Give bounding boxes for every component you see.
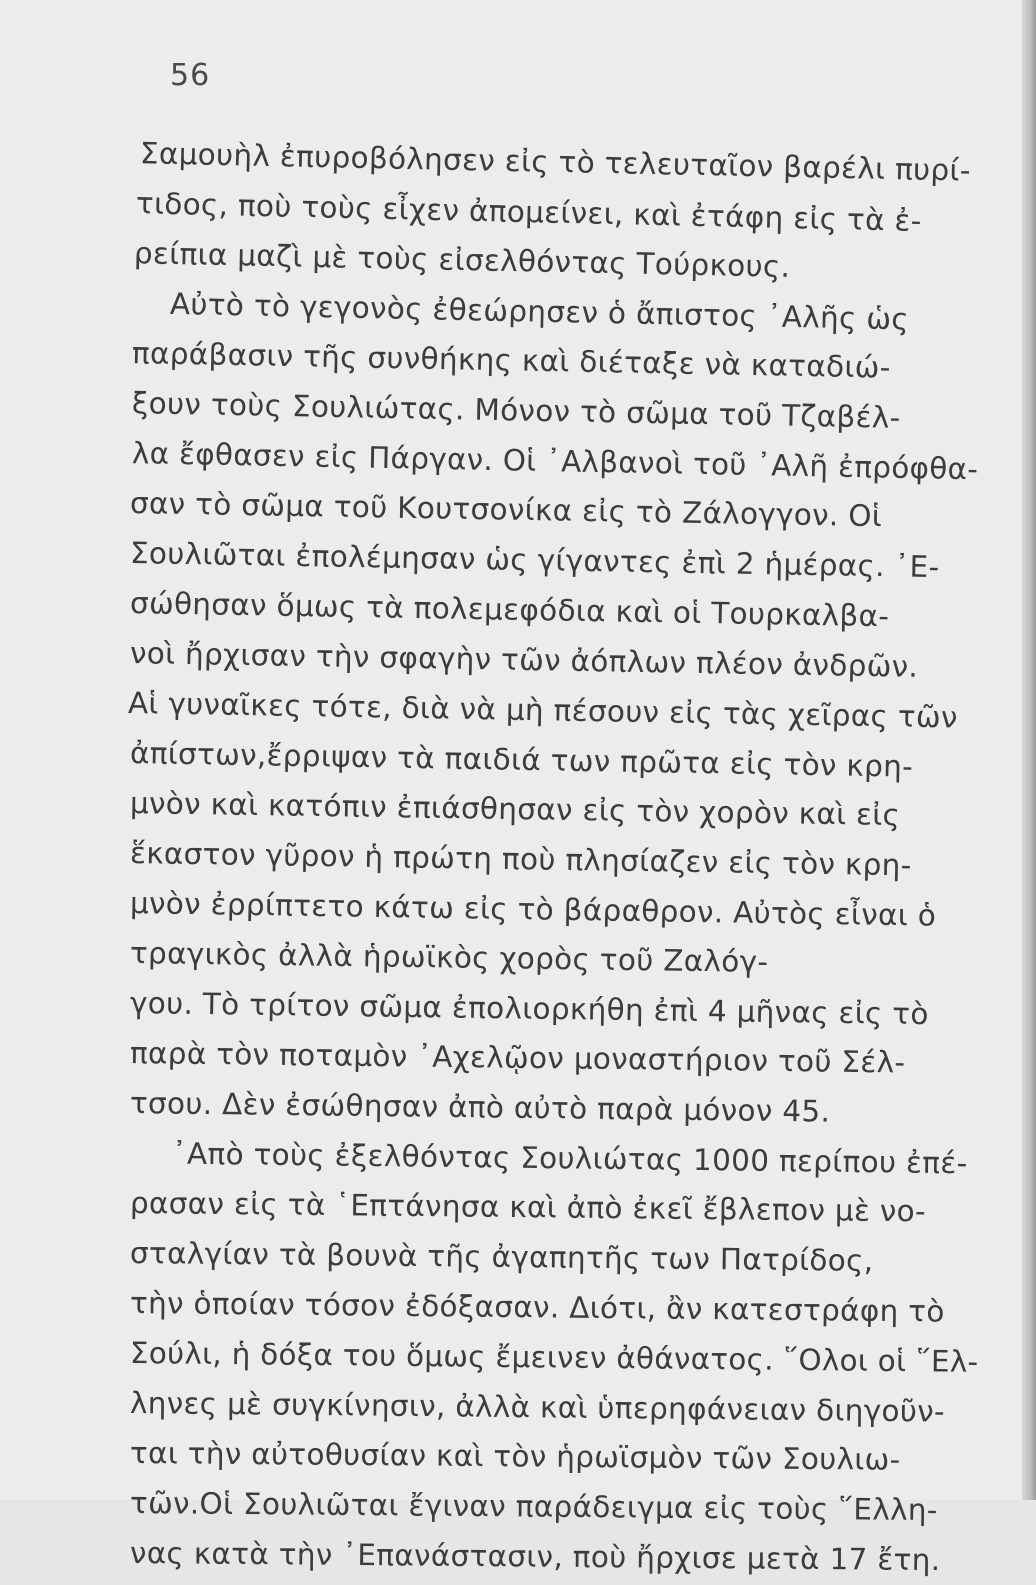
text-line: γου. Τὸ τρίτον σῶμα ἐπολιορκήθη ἐπὶ 4 μῆνας εἰς τὸ — [129, 986, 929, 1032]
text-line: μνὸν καὶ κατόπιν ἐπιάσθησαν εἰς τὸν χορὸν καὶ εἰς — [129, 786, 901, 833]
text-line: τῶν.Οἱ Σουλιῶται ἔγιναν παράδειγμα εἰς τοὺς ῞Ελλη- — [129, 1486, 938, 1528]
body-text — [128, 128, 978, 1578]
text-line: Σουλιῶται ἐπολέμησαν ὡς γίγαντες ἐπὶ 2 ἡμέρας. ᾿Ε- — [129, 536, 940, 585]
text-line: σώθησαν ὅμως τὰ πολεμεφόδια καὶ οἱ Τουρκαλβα- — [129, 586, 890, 634]
text-line: ται τὴν αὐτοθυσίαν καὶ τὸν ἡρωϊσμὸν τῶν Σουλιω- — [129, 1436, 901, 1477]
text-line: νας κατὰ τὴν ᾿Επανάστασιν, ποὺ ἤρχισε μετὰ 17 ἔτη. — [129, 1536, 941, 1578]
text-line: μνὸν ἐρρίπτετο κάτω εἰς τὸ βάραθρον. Αὐτὸς εἶναι ὁ — [129, 886, 937, 933]
text-line: ᾿Απὸ τοὺς ἐξελθόντας Σουλιώτας 1000 περίπου ἐπέ- — [171, 1136, 968, 1181]
page-edge-shadow — [1022, 0, 1036, 1500]
text-line: Σούλι, ἡ δόξα του ὅμως ἔμεινεν ἀθάνατος. ῞Ολοι οἱ ῞Ελ- — [129, 1336, 979, 1379]
text-line: παρὰ τὸν ποταμὸν ᾿Αχελῷον μοναστήριον τοῦ Σέλ- — [129, 1036, 906, 1080]
text-line: νοὶ ἤρχισαν τὴν σφαγὴν τῶν ἀόπλων πλέον ἀνδρῶν. — [129, 636, 919, 684]
text-line: ἕκαστον γῦρον ἡ πρώτη ποὺ πλησίαζεν εἰς τὸν κρη- — [129, 836, 912, 883]
page-number: 56 — [170, 58, 211, 93]
text-line: Αὐτὸ τὸ γεγονὸς ἐθεώρησεν ὁ ἄπιστος ᾿Αλῆς ὡς — [169, 286, 910, 337]
text-line: τσου. Δὲν ἐσώθησαν ἀπὸ αὐτὸ παρὰ μόνον 45. — [129, 1086, 831, 1129]
text-line: ρείπια μαζὶ μὲ τοὺς εἰσελθόντας Τούρκους. — [133, 236, 791, 284]
text-line: τιδος, ποὺ τοὺς εἶχεν ἀπομείνει, καὶ ἐτάφη εἰς τὰ ἐ- — [135, 186, 923, 239]
text-line: σαν τὸ σῶμα τοῦ Κουτσονίκα εἰς τὸ Ζάλογγον. Οἱ — [129, 486, 883, 534]
text-line: ληνες μὲ συγκίνησιν, ἀλλὰ καὶ ὑπερηφάνειαν διηγοῦν- — [129, 1386, 946, 1429]
text-line: σταλγίαν τὰ βουνὰ τῆς ἀγαπητῆς των Πατρίδος, — [129, 1236, 874, 1278]
text-line: ἀπίστων,ἔρριψαν τὰ παιδιά των πρῶτα εἰς τὸν κρη- — [129, 736, 914, 784]
text-line: παράβασιν τῆς συνθήκης καὶ διέταξε νὰ καταδιώ- — [131, 336, 891, 385]
text-line: λα ἔφθασεν εἰς Πάργαν. Οἱ ᾿Αλβανοὶ τοῦ ᾿Αλῆ ἐπρόφθα- — [131, 436, 979, 487]
text-line: ρασαν εἰς τὰ ῾Επτάνησα καὶ ἀπὸ ἐκεῖ ἔβλεπον μὲ νο- — [129, 1186, 927, 1229]
text-line: ξουν τοὺς Σουλιώτας. Μόνον τὸ σῶμα τοῦ Τζαβέλ- — [131, 386, 901, 435]
text-line: Σαμουὴλ ἐπυροβόλησεν εἰς τὸ τελευταῖον βαρέλι πυρί- — [139, 136, 972, 188]
text-line: τὴν ὁποίαν τόσον ἐδόξασαν. Διότι, ἂν κατεστράφη τὸ — [129, 1286, 945, 1329]
text-line: τραγικὸς ἀλλὰ ἡρωϊκὸς χορὸς τοῦ Ζαλόγ- — [129, 936, 769, 979]
text-line: Αἱ γυναῖκες τότε, διὰ νὰ μὴ πέσουν εἰς τὰς χεῖρας τῶν — [127, 686, 959, 735]
